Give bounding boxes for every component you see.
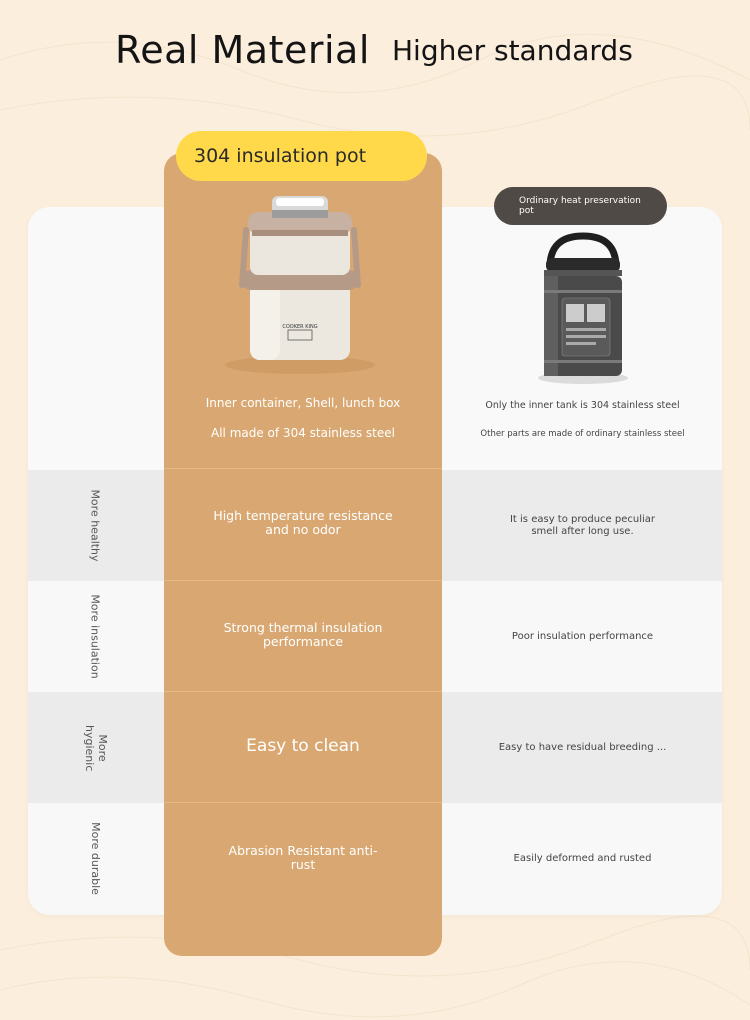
ordinary-desc-line2: Other parts are made of ordinary stainless steel [480,429,685,439]
main-cell-hygienic: Easy to clean [246,735,360,756]
ordinary-cell: It is easy to produce peculiar smell after long use. [509,513,656,537]
main-cell-insulation: Strong thermal insulation performance [223,619,383,649]
ordinary-cell: Easy to have residual breeding ... [498,741,667,753]
brand-logo: COOKER KING [282,324,318,330]
page-subtitle: Higher standards [392,34,633,67]
ordinary-cell: Easily deformed and rusted [513,852,652,864]
ordinary-cell: Poor insulation performance [511,630,654,642]
main-cell-durable: Abrasion Resistant anti-rust [228,842,378,872]
ordinary-desc-line1: Only the inner tank is 304 stainless steel [485,400,680,411]
main-cell-healthy: High temperature resistance and no odor [213,507,393,537]
row-label: More insulation [89,594,102,679]
main-desc-line2: All made of 304 stainless steel [211,426,395,440]
main-product-tag: 304 insulation pot [176,131,427,181]
ordinary-pot-image [520,232,650,387]
row-label: More hygienic [82,724,109,771]
row-label: More healthy [88,489,102,562]
main-desc-line1: Inner container, Shell, lunch box [205,396,401,410]
row-label: More durable [88,822,102,895]
insulation-pot-image [212,190,387,380]
ordinary-product-tag: Ordinary heat preservation pot [494,187,667,225]
page-title: Real Material [115,28,370,72]
